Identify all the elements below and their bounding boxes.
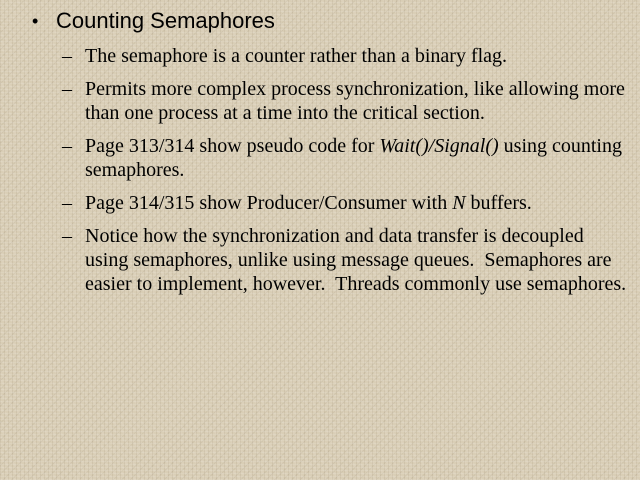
sub-bullet-item <box>62 224 627 296</box>
sub-bullet-text-end: buffers. <box>465 192 532 214</box>
sub-bullet-text: Notice how the synchronization and data transfer is decoupled using semaphores, unlike using message queues. Semaphores are easier to implement, however. Threads commonly use semaphores. <box>85 225 627 295</box>
dash-icon: – <box>62 135 72 157</box>
dash-icon: – <box>62 192 72 214</box>
sub-bullet-item <box>62 77 627 125</box>
sub-bullet-text <box>85 134 627 182</box>
sub-bullet-item <box>62 134 627 182</box>
sub-bullet-item <box>62 44 627 68</box>
function-names: Wait()/Signal() <box>379 135 499 157</box>
sub-bullet-text-start: Page 313/314 show pseudo code for <box>85 135 380 157</box>
sub-bullet-text <box>85 191 627 215</box>
sub-bullet-item <box>62 191 627 215</box>
sub-bullet-text: The semaphore is a counter rather than a binary flag. <box>85 45 508 67</box>
sub-bullet-list <box>62 44 627 305</box>
title-bullet <box>32 6 275 36</box>
buffer-count-variable: N <box>452 192 466 214</box>
sub-bullet-text-start: Page 314/315 show Producer/Consumer with <box>85 192 453 214</box>
bullet-icon: • <box>32 11 39 31</box>
sub-bullet-text-end: using counting semaphores. <box>85 135 622 181</box>
sub-bullet-text: Permits more complex process synchronization, like allowing more than one process at a time into the critical section. <box>85 78 625 124</box>
dash-icon: – <box>62 225 72 247</box>
dash-icon: – <box>62 78 72 100</box>
section-title: Counting Semaphores <box>56 8 275 33</box>
dash-icon: – <box>62 45 72 67</box>
